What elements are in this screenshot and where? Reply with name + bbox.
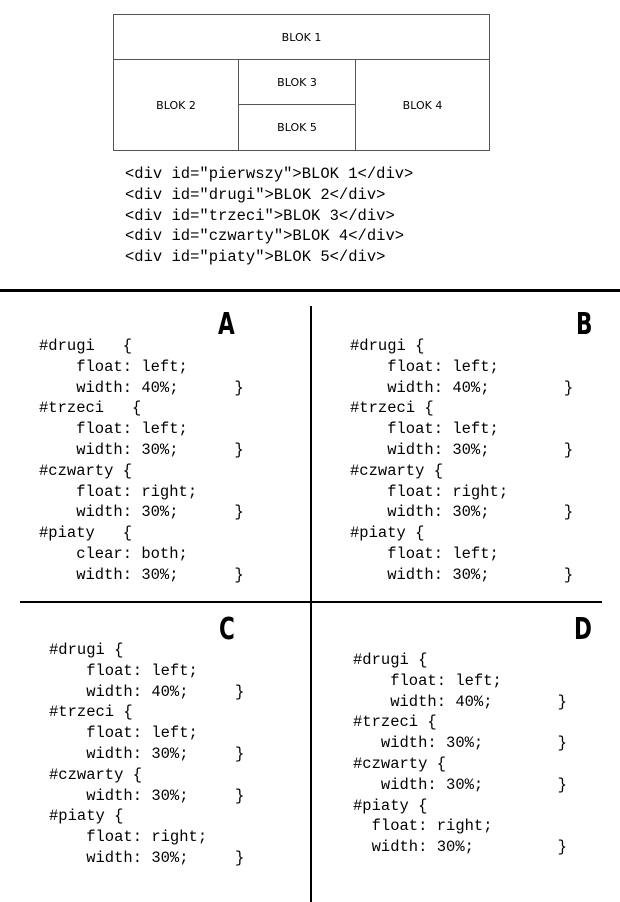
- option-a-code: #drugi { float: left; width: 40%; } #trzeci { float: left; width: 30%; } #czwarty { float: right; width: 30%; } #piaty { clear: both; width: 30%; }: [39, 337, 244, 584]
- html-code: <div id="pierwszy">BLOK 1</div> <div id="drugi">BLOK 2</div> <div id="trzeci">BLOK 3</div> <div id="czwarty">BLOK 4</div> <div id="piaty">BLOK 5</div>: [125, 165, 414, 267]
- option-d-letter: D: [574, 612, 592, 647]
- block-1-label: BLOK 1: [281, 30, 322, 44]
- block-1: [113, 14, 490, 60]
- block-3-label: BLOK 3: [277, 75, 317, 89]
- option-b-letter: B: [576, 307, 593, 342]
- vertical-divider: [310, 306, 312, 902]
- option-b-code: #drugi { float: left; width: 40%; } #trzeci { float: left; width: 30%; } #czwarty { float: right; width: 30%; } #piaty { float: left; width: 30%; }: [350, 337, 574, 584]
- block-5: [238, 104, 356, 151]
- middle-divider: [20, 601, 602, 603]
- block-2: [113, 59, 239, 151]
- block-4: [355, 59, 490, 151]
- block-2-label: BLOK 2: [156, 98, 196, 112]
- block-5-label: BLOK 5: [277, 121, 317, 134]
- option-d-code: #drugi { float: left; width: 40%; } #trzeci { width: 30%; } #czwarty { width: 30%; } #piaty { float: right; width: 30%; }: [353, 651, 567, 857]
- block-4-label: BLOK 4: [402, 98, 443, 112]
- option-a-letter: A: [218, 307, 235, 342]
- option-c-code: #drugi { float: left; width: 40%; } #trzeci { float: left; width: 30%; } #czwarty { width: 30%; } #piaty { float: right; width: 30%; }: [49, 641, 245, 867]
- top-divider: [0, 289, 620, 292]
- block-3: [238, 59, 356, 105]
- option-c-letter: C: [219, 612, 235, 647]
